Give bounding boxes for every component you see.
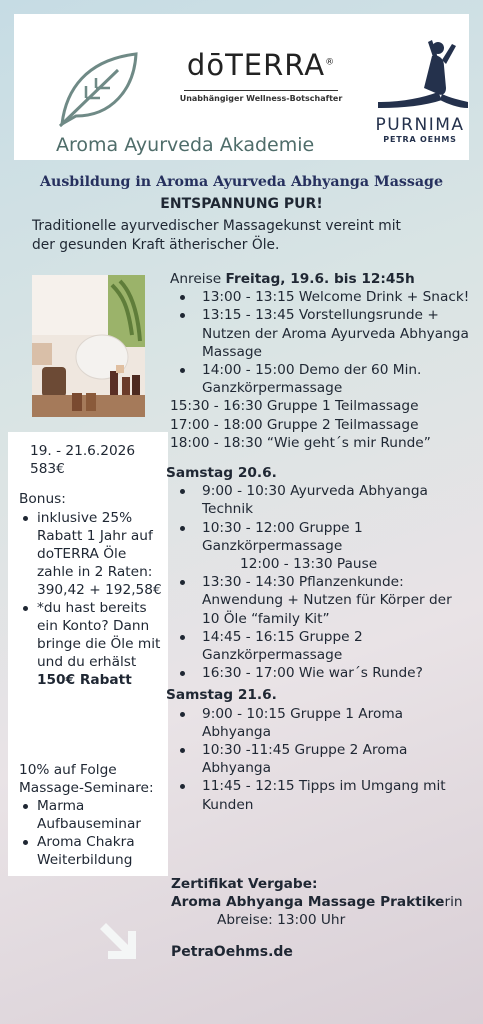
purnima-logo-text: PURNIMA — [375, 115, 465, 135]
massage-oils-illustration — [32, 275, 145, 417]
website-link[interactable]: PetraOehms.de — [171, 944, 293, 960]
page-title: Ausbildung in Aroma Ayurveda Abhyanga Massage — [40, 174, 443, 190]
list-item: 13:30 - 14:30 Pflanzenkunde: Anwendung + Nutzen für Körper der 10 Öle “family Kit” — [170, 573, 470, 628]
departure-line: Abreise: 13:00 Uhr — [217, 912, 346, 929]
arrival-line: Anreise Freitag, 19.6. bis 12:45h — [170, 271, 415, 287]
saturday-heading: Samstag 20.6. — [166, 465, 277, 482]
doterra-tagline: Unabhängiger Wellness-Botschafter — [179, 94, 343, 103]
intro-line: der gesunden Kraft ätherischer Öle. — [32, 236, 280, 253]
sunday-heading: Samstag 21.6. — [166, 687, 277, 704]
certificate-title: Zertifikat Vergabe: — [171, 876, 318, 892]
list-item: 10:30 -11:45 Gruppe 2 Aroma Abhyanga — [170, 741, 470, 777]
event-price: 583€ — [30, 461, 65, 477]
massage-oils-photo — [32, 275, 145, 417]
schedule-line: 17:00 - 18:00 Gruppe 2 Teilmassage — [170, 416, 419, 433]
followup-heading: 10% auf Folge Massage-Seminare: — [19, 762, 154, 796]
header-banner — [14, 14, 469, 160]
info-panel — [8, 432, 168, 876]
list-item: 13:15 - 13:45 Vorstellungsrunde + Nutzen der Aroma Ayurveda Abhyanga Massage — [170, 306, 470, 361]
doterra-logo-text: dōTERRA® — [186, 48, 336, 82]
list-item: 16:30 - 17:00 Wie war´s Runde? — [170, 664, 470, 682]
list-item: 9:00 - 10:30 Ayurveda Abhyanga Technik — [170, 482, 470, 518]
bonus-heading: Bonus: — [19, 491, 66, 507]
bonus-list — [19, 509, 167, 689]
leaf-icon — [56, 50, 140, 128]
list-item: 9:00 - 10:15 Gruppe 1 Aroma Abhyanga — [170, 705, 470, 741]
certificate-line: Aroma Abhyanga Massage Praktikerin — [171, 894, 463, 911]
intro-line: Traditionelle ayurvedischer Massagekunst vereint mit — [32, 218, 401, 234]
page-subtitle: ENTSPANNUNG PUR! — [160, 196, 323, 212]
sunday-list — [170, 705, 470, 814]
friday-list — [170, 288, 470, 397]
list-item: *du hast bereits ein Konto? Dann bringe die Öle mit und du erhälst 150€ Rabatt — [19, 599, 167, 689]
saturday-list — [170, 482, 470, 555]
list-item: 10:30 - 12:00 Gruppe 1 Ganzkörpermassage — [170, 519, 470, 555]
doterra-divider — [184, 90, 338, 91]
list-item: 14:00 - 15:00 Demo der 60 Min. Ganzkörpermassage — [170, 361, 470, 397]
certificate-section — [171, 875, 471, 930]
event-date: 19. - 21.6.2026 — [30, 443, 136, 459]
list-item: inklusive 25% Rabatt 1 Jahr auf doTERRA Öle zahle in 2 Raten: 390,42 + 192,58€ — [19, 509, 167, 599]
academy-name: Aroma Ayurveda Akademie — [56, 134, 315, 156]
list-item: 14:45 - 16:15 Gruppe 2 Ganzkörpermassage — [170, 628, 470, 664]
schedule-line: 18:00 - 18:30 “Wie geht´s mir Runde” — [170, 434, 431, 451]
pause-line: 12:00 - 13:30 Pause — [240, 556, 378, 573]
list-item: Marma Aufbauseminar — [19, 797, 167, 833]
intro-text — [32, 217, 462, 254]
list-item: Aroma Chakra Weiterbildung — [19, 833, 167, 869]
yoga-figure-icon — [372, 36, 470, 116]
arrow-down-right-icon — [92, 915, 142, 965]
list-item: 11:45 - 12:15 Tipps im Umgang mit Kunden — [170, 777, 470, 813]
purnima-owner-name: PETRA OEHMS — [383, 135, 457, 144]
list-item: 13:00 - 13:15 Welcome Drink + Snack! — [170, 288, 470, 306]
saturday-list-2 — [170, 573, 470, 682]
schedule — [166, 270, 470, 814]
schedule-line: 15:30 - 16:30 Gruppe 1 Teilmassage — [170, 398, 419, 415]
followup-list — [19, 797, 167, 869]
